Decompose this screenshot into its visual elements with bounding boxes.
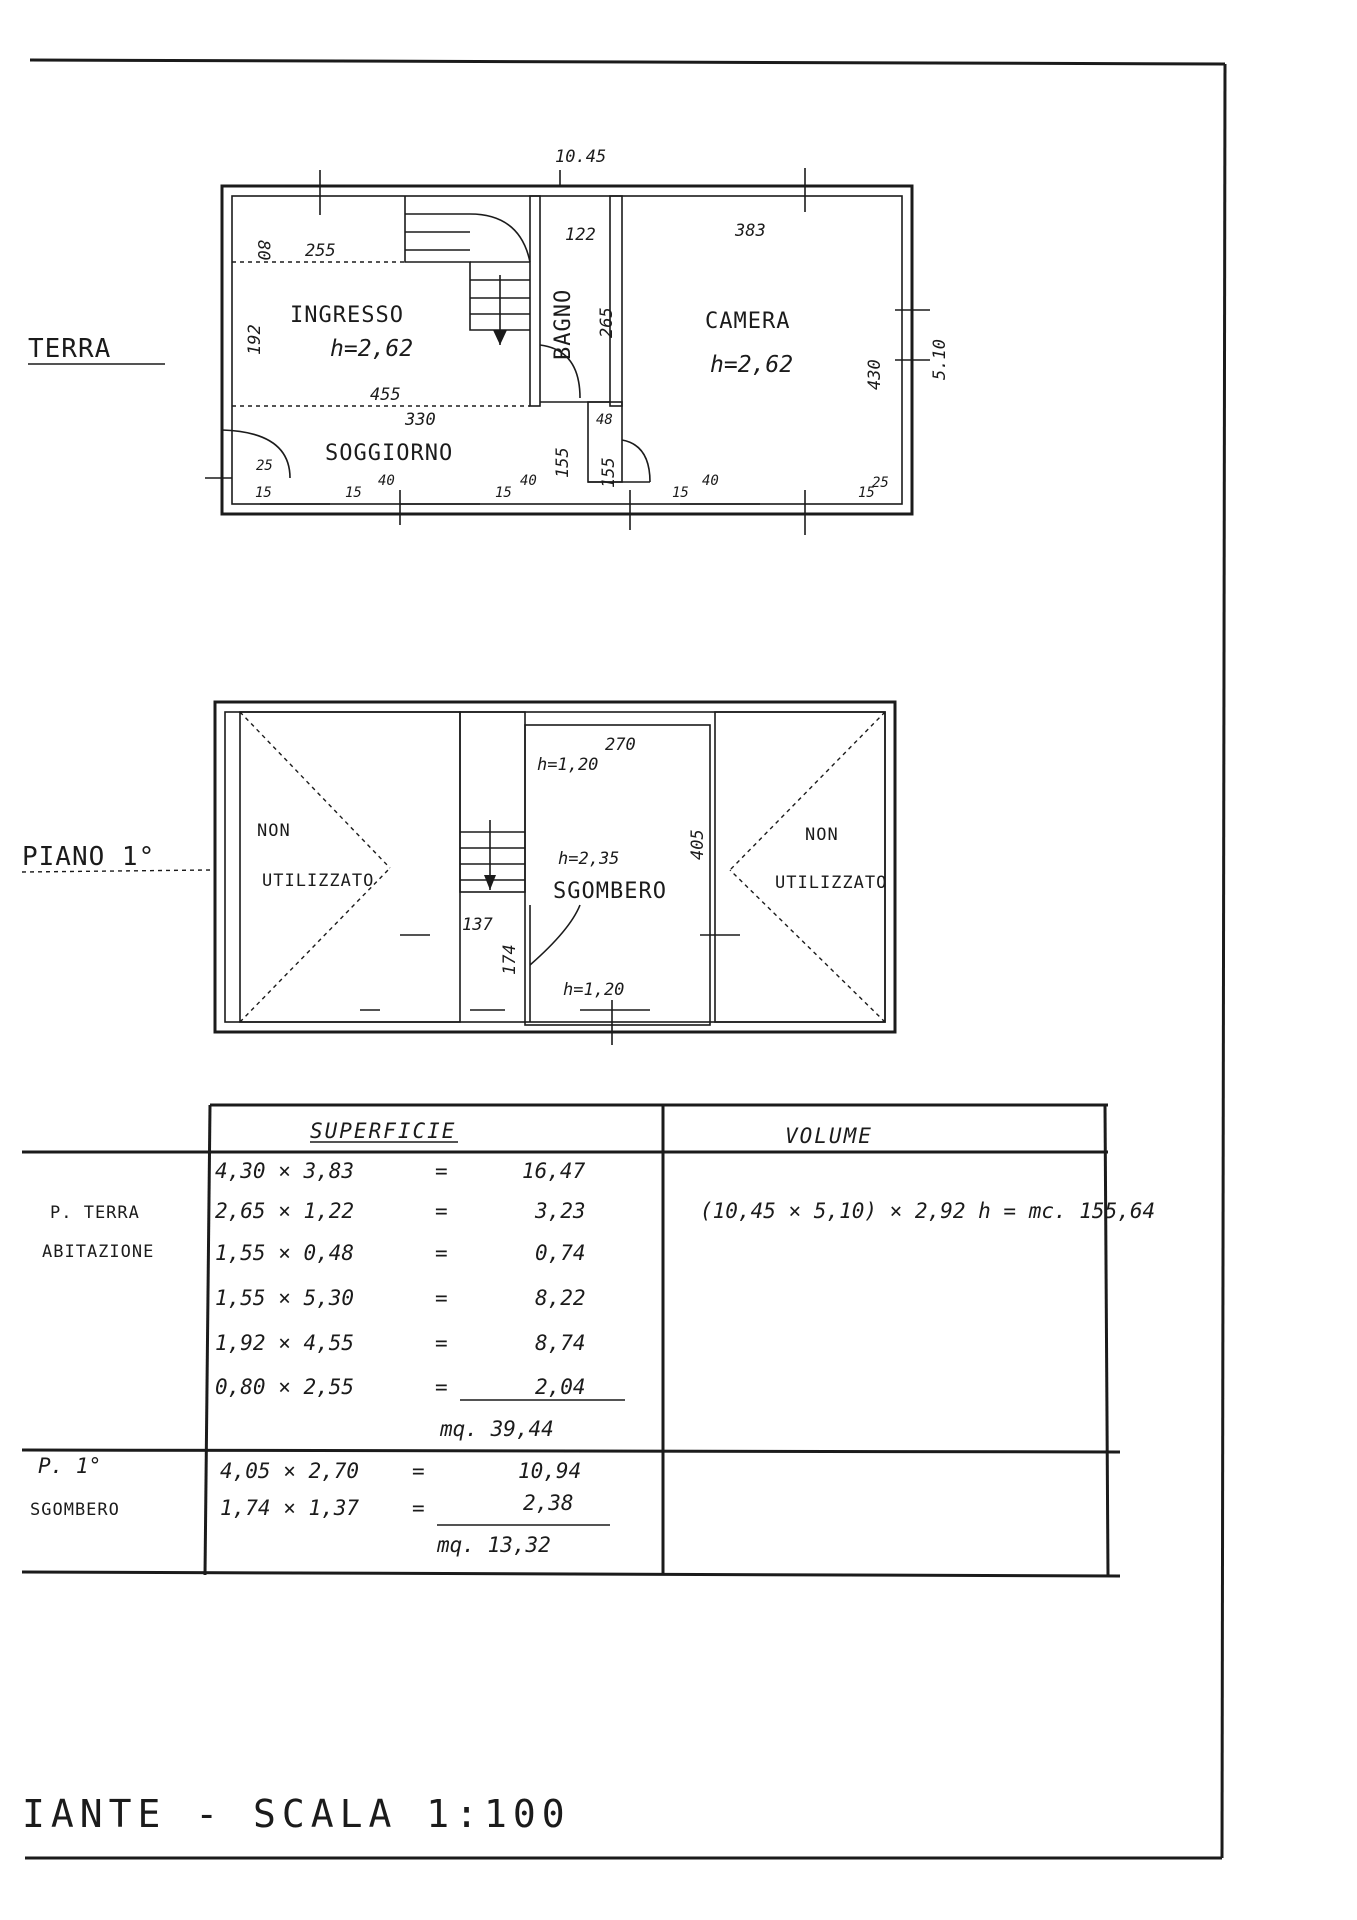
dim-25-a: 25 <box>256 458 273 474</box>
dim-330: 330 <box>405 410 436 430</box>
ground-row-6-factors: 0,80 × 2,55 <box>215 1375 355 1399</box>
dim-430: 430 <box>865 359 885 390</box>
camera-height: h=2,62 <box>710 352 794 378</box>
first-row-1-eq: = <box>412 1459 425 1483</box>
sheet-border <box>25 60 1225 1858</box>
ground-row-4-eq: = <box>435 1286 448 1310</box>
dim-80: 80 <box>253 240 273 261</box>
dim-405: 405 <box>688 829 708 860</box>
dim-155-a: 155 <box>553 447 573 478</box>
ground-row-6-eq: = <box>435 1375 448 1399</box>
dim-137: 137 <box>462 915 493 935</box>
header-superficie: SUPERFICIE <box>310 1119 457 1143</box>
dim-255: 255 <box>305 241 336 261</box>
dim-15-d: 15 <box>672 485 689 501</box>
ground-row-3-value: 0,74 <box>535 1241 586 1265</box>
ground-table-rows <box>215 1159 586 1399</box>
first-table-rows <box>220 1459 581 1520</box>
dim-155-b: 155 <box>599 457 619 488</box>
ground-row-2-value: 3,23 <box>535 1199 586 1223</box>
dim-40-b: 40 <box>520 473 537 489</box>
ground-row-4-value: 8,22 <box>535 1286 586 1310</box>
ground-row-1-eq: = <box>435 1159 448 1183</box>
ground-row-3-eq: = <box>435 1241 448 1265</box>
ground-row-6-value: 2,04 <box>535 1375 586 1399</box>
header-volume: VOLUME <box>785 1124 873 1148</box>
room-soggiorno: SOGGIORNO <box>325 441 454 466</box>
dim-122: 122 <box>565 225 596 245</box>
dim-40-c: 40 <box>702 473 719 489</box>
ground-row-5-value: 8,74 <box>535 1331 586 1355</box>
first-floor-label: PIANO 1° <box>22 842 156 872</box>
sgombero-height-bottom: h=1,20 <box>563 980 625 1000</box>
dim-174: 174 <box>500 944 520 975</box>
gf-overall-width: 10.45 <box>555 147 607 167</box>
dim-383: 383 <box>735 221 766 241</box>
sgombero-height-center: h=2,35 <box>558 849 620 869</box>
first-row-1-value: 10,94 <box>518 1459 582 1483</box>
dim-265: 265 <box>597 307 617 338</box>
ff-left-line2: UTILIZZATO <box>262 871 375 891</box>
first-row-2-value: 2,38 <box>523 1491 574 1515</box>
dim-15-b: 15 <box>345 485 362 501</box>
dim-25-b: 25 <box>872 475 889 491</box>
ff-right-line1: NON <box>805 825 839 845</box>
ff-right-line2: UTILIZZATO <box>775 873 888 893</box>
ground-row-5-factors: 1,92 × 4,55 <box>215 1331 355 1355</box>
sgombero-height-top: h=1,20 <box>537 755 599 775</box>
first-total: mq. 13,32 <box>437 1533 551 1557</box>
ground-table-label1: P. TERRA <box>50 1203 140 1223</box>
dim-192: 192 <box>245 324 265 355</box>
ground-row-2-eq: = <box>435 1199 448 1223</box>
ground-row-1-factors: 4,30 × 3,83 <box>215 1159 355 1183</box>
first-row-1-factors: 4,05 × 2,70 <box>220 1459 360 1483</box>
dim-455: 455 <box>370 385 401 405</box>
dim-15-e: 15 <box>858 485 875 501</box>
ground-row-1-value: 16,47 <box>522 1159 586 1183</box>
first-table-label1: P. 1° <box>38 1454 102 1478</box>
room-camera: CAMERA <box>705 309 791 334</box>
dim-15-c: 15 <box>495 485 512 501</box>
ground-table-label2: ABITAZIONE <box>42 1242 155 1262</box>
dim-15-a: 15 <box>255 485 272 501</box>
ground-row-4-factors: 1,55 × 5,30 <box>215 1286 355 1310</box>
ground-row-2-factors: 2,65 × 1,22 <box>215 1199 355 1223</box>
dim-40-a: 40 <box>378 473 395 489</box>
room-ingresso: INGRESSO <box>290 303 404 328</box>
first-row-2-factors: 1,74 × 1,37 <box>220 1496 360 1520</box>
gf-overall-depth: 5.10 <box>930 339 950 380</box>
first-table-label2: SGOMBERO <box>30 1500 120 1520</box>
ground-total: mq. 39,44 <box>440 1417 554 1441</box>
room-sgombero: SGOMBERO <box>553 879 667 904</box>
first-row-2-eq: = <box>412 1496 425 1520</box>
dim-270: 270 <box>605 735 636 755</box>
volume-formula: (10,45 × 5,10) × 2,92 h = mc. 155,64 <box>700 1199 1156 1223</box>
room-bagno: BAGNO <box>551 288 576 360</box>
ground-row-3-factors: 1,55 × 0,48 <box>215 1241 355 1265</box>
dim-48: 48 <box>596 412 613 428</box>
ff-left-line1: NON <box>257 821 291 841</box>
ground-row-5-eq: = <box>435 1331 448 1355</box>
scale-title: IANTE - SCALA 1:100 <box>22 1792 571 1836</box>
ground-floor-label: TERRA <box>28 334 112 364</box>
ingresso-height: h=2,62 <box>330 336 414 362</box>
